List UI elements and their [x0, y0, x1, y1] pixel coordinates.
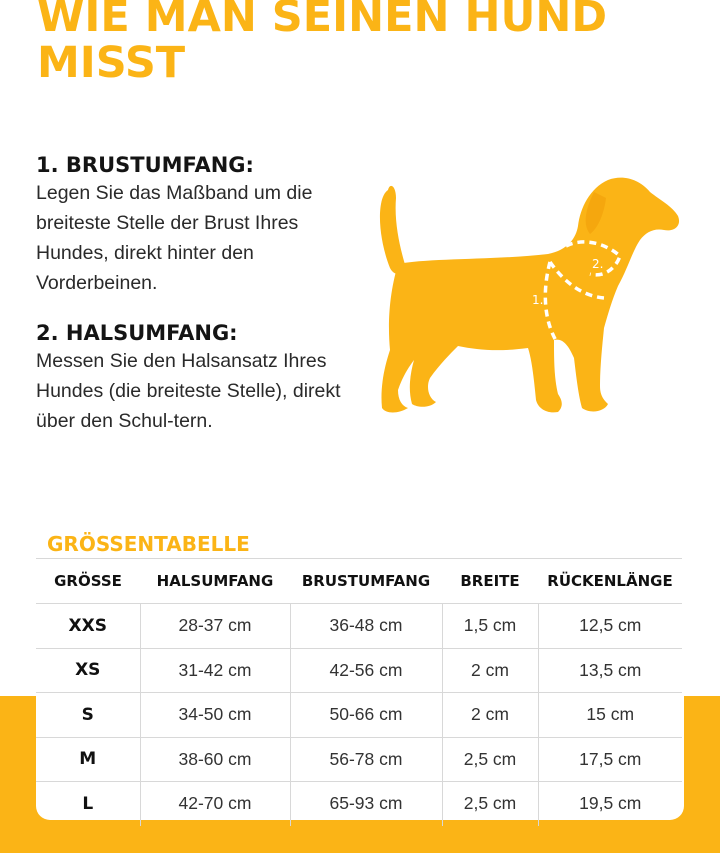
width-cell: 2 cm	[442, 648, 538, 693]
back-length-cell: 19,5 cm	[538, 782, 682, 826]
column-header-chest: BRUSTUMFANG	[290, 559, 442, 604]
table-row	[36, 782, 682, 826]
chest-instructions	[36, 152, 356, 298]
column-header-back-length: RÜCKENLÄNGE	[538, 559, 682, 604]
size-cell: L	[36, 782, 140, 826]
back-length-cell: 17,5 cm	[538, 737, 682, 782]
size-table	[36, 558, 682, 826]
chest-cell: 42-56 cm	[290, 648, 442, 693]
chest-cell: 65-93 cm	[290, 782, 442, 826]
width-cell: 1,5 cm	[442, 604, 538, 649]
column-header-width: BREITE	[442, 559, 538, 604]
back-length-cell: 13,5 cm	[538, 648, 682, 693]
back-length-cell: 12,5 cm	[538, 604, 682, 649]
size-cell: S	[36, 693, 140, 738]
chest-text: Legen Sie das Maßband um die breiteste Stelle der Brust Ihres Hundes, direkt hinter den Vorderbeinen.	[36, 182, 313, 294]
neck-cell: 38-60 cm	[140, 737, 290, 782]
dog-silhouette-icon	[368, 168, 688, 430]
chest-marker-label: 1.	[532, 293, 544, 307]
width-cell: 2 cm	[442, 693, 538, 738]
table-row	[36, 693, 682, 738]
neck-instructions	[36, 320, 356, 436]
neck-cell: 28-37 cm	[140, 604, 290, 649]
page-title: WIE MAN SEINEN HUND MISST	[37, 0, 608, 88]
neck-marker-label: 2.	[592, 257, 604, 271]
back-length-cell: 15 cm	[538, 693, 682, 738]
size-cell: XS	[36, 648, 140, 693]
size-cell: XXS	[36, 604, 140, 649]
chest-heading: 1. BRUSTUMFANG:	[36, 153, 254, 177]
size-table-caption: GRÖSSENTABELLE	[47, 532, 250, 556]
chest-cell: 36-48 cm	[290, 604, 442, 649]
neck-cell: 31-42 cm	[140, 648, 290, 693]
width-cell: 2,5 cm	[442, 782, 538, 826]
neck-cell: 42-70 cm	[140, 782, 290, 826]
neck-text: Messen Sie den Halsansatz Ihres Hundes (die breiteste Stelle), direkt über den Schul-tern.	[36, 350, 341, 432]
table-header-row	[36, 559, 682, 604]
chest-cell: 50-66 cm	[290, 693, 442, 738]
table-row	[36, 648, 682, 693]
size-cell: M	[36, 737, 140, 782]
neck-cell: 34-50 cm	[140, 693, 290, 738]
column-header-neck: HALSUMFANG	[140, 559, 290, 604]
table-row	[36, 737, 682, 782]
width-cell: 2,5 cm	[442, 737, 538, 782]
table-row	[36, 604, 682, 649]
chest-cell: 56-78 cm	[290, 737, 442, 782]
neck-heading: 2. HALSUMFANG:	[36, 321, 238, 345]
column-header-size: GRÖSSE	[36, 559, 140, 604]
